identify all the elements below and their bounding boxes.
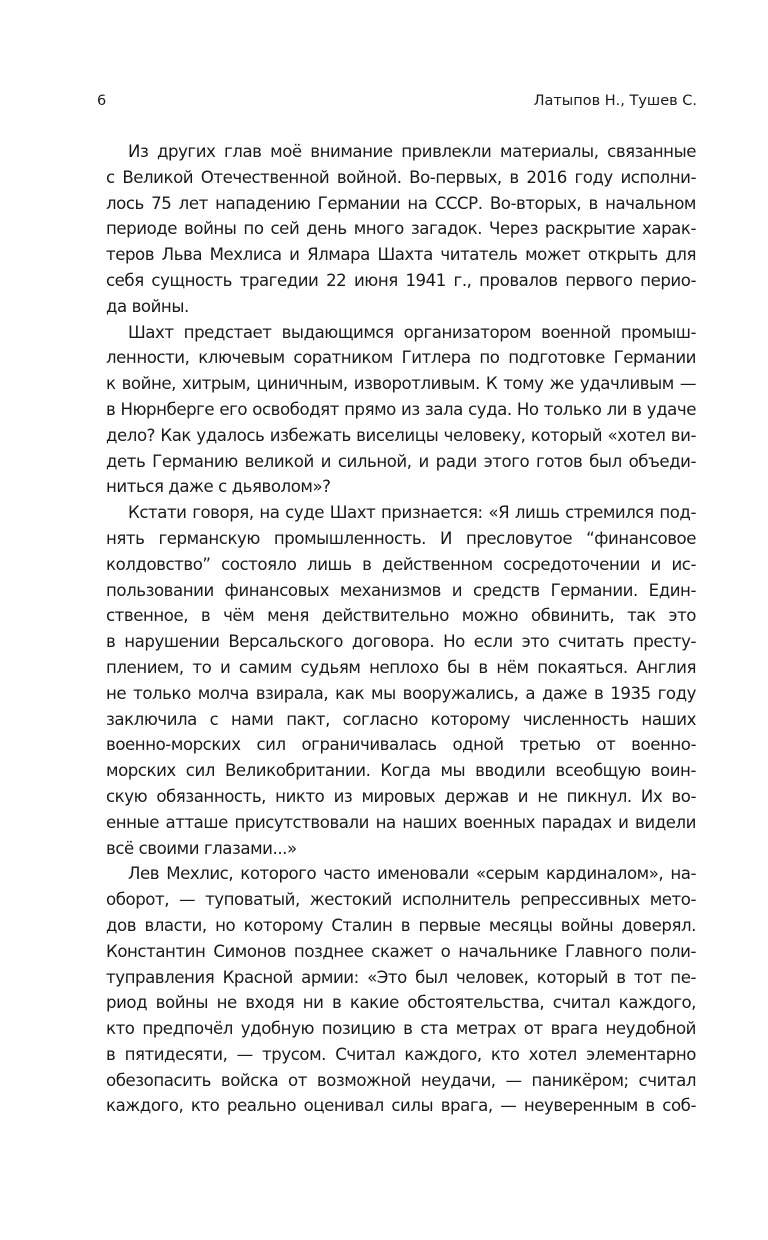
text-line: в Нюрнберге его освободят прямо из зала суда. Но только ли в удаче (106, 399, 696, 419)
text-line: ленности, ключевым соратником Гитлера по подготовке Германии (106, 348, 696, 368)
text-line: кто предпочёл удобную позицию в ста метрах от врага неудобной (106, 1019, 696, 1039)
text-line: нять германскую промышленность. И пресловутое “финансовое (106, 528, 696, 548)
text-line: енные атташе присутствовали на наших военных парадах и видели (106, 812, 696, 832)
page-number: 6 (97, 93, 107, 109)
text-line: к войне, хитрым, циничным, изворотливым. К тому же удачливым — (106, 374, 696, 394)
text-line: туправления Красной армии: «Это был человек, который в тот пе- (106, 967, 696, 987)
text-line: Кстати говоря, на суде Шахт признается: «Я лишь стремился под- (128, 503, 696, 523)
text-line: себя сущность трагедии 22 июня 1941 г., провалов первого перио- (106, 270, 696, 290)
text-line: ниться даже с дьяволом»? (106, 477, 331, 497)
text-line: пользовании финансовых механизмов и средств Германии. Един- (106, 580, 696, 600)
page-header (97, 91, 697, 111)
text-line: Лев Мехлис, которого часто именовали «серым кардиналом», на- (128, 864, 696, 884)
running-head: Латыпов Н., Тушев С. (533, 93, 697, 109)
text-line: каждого, кто реально оценивал силы врага, — неуверенным в соб- (106, 1096, 696, 1116)
paragraph (106, 861, 696, 1119)
text-line: колдовство” состояло лишь в действенном сосредоточении и ис- (106, 554, 696, 574)
text-line: ственное, в чём меня действительно можно обвинить, так это (106, 606, 696, 626)
text-line: обезопасить войска от возможной неудачи, — паникёром; считал (106, 1070, 696, 1090)
text-line: Константин Симонов позднее скажет о начальнике Главного поли- (106, 941, 696, 961)
text-line: да войны. (106, 296, 189, 316)
text-line: плением, то и самим судьям неплохо бы в нём покаяться. Англия (106, 657, 696, 677)
text-line: теров Льва Мехлиса и Ялмара Шахта читатель может открыть для (106, 245, 696, 265)
body-text (106, 139, 696, 1119)
text-line: риод войны не входя ни в какие обстоятельства, считал каждого, (106, 993, 696, 1013)
text-line: лось 75 лет нападению Германии на СССР. Во-вторых, в начальном (106, 193, 696, 213)
text-line: Шахт предстает выдающимся организатором военной промыш- (128, 322, 696, 342)
text-line: скую обязанность, никто из мировых держав и не пикнул. Их во- (106, 786, 696, 806)
text-line: дов власти, но которому Сталин в первые месяцы войны доверял. (106, 915, 696, 935)
text-line: периоде войны по сей день много загадок. Через раскрытие харак- (106, 219, 696, 239)
text-line: военно-морских сил ограничивалась одной третью от военно- (106, 735, 696, 755)
paragraph (106, 320, 696, 501)
paragraph (106, 139, 696, 320)
text-line: в пятидесяти, — трусом. Считал каждого, кто хотел элементарно (106, 1044, 696, 1064)
text-line: оборот, — туповатый, жестокий исполнитель репрессивных мето- (106, 890, 696, 910)
text-line: всё своими глазами...» (106, 838, 297, 858)
text-line: в нарушении Версальского договора. Но если это считать престу- (106, 632, 696, 652)
text-line: заключила с нами пакт, согласно которому численность наших (106, 709, 696, 729)
text-line: с Великой Отечественной войной. Во-первых, в 2016 году исполни- (106, 167, 696, 187)
text-line: морских сил Великобритании. Когда мы вводили всеобщую воин- (106, 761, 696, 781)
text-line: дело? Как удалось избежать виселицы человеку, который «хотел ви- (106, 425, 696, 445)
text-line: Из других глав моё внимание привлекли материалы, связанные (128, 142, 696, 161)
text-line: не только молча взирала, как мы вооружались, а даже в 1935 году (106, 683, 696, 703)
text-line: деть Германию великой и сильной, и ради этого готов был объеди- (106, 451, 696, 471)
paragraph (106, 500, 696, 861)
